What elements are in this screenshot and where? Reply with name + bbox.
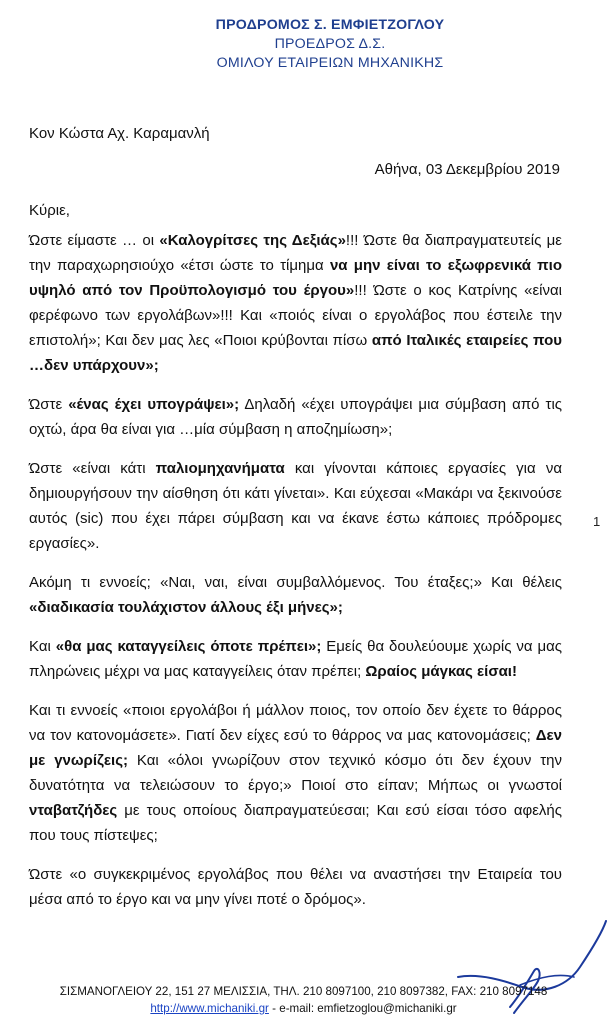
- body-paragraph: [29, 392, 562, 442]
- text-run: !!! Ώστε ο κος Κατρίνης «είναι φερέφωνο των εργολάβων»!!! Και «ποιός είναι ο εργολάβος που έστειλε την επιστολή»; Και δεν μας λες «Ποιοι κρύβονται πίσω: [29, 282, 563, 349]
- text-run: Ώστε «είναι κάτι: [29, 460, 156, 477]
- text-run: και γίνονται κάποιες εργασίες για να δημιουργήσουν την αίσθηση ότι κάτι γίνεται». Και εύχεσαι «Μακάρι να ξεκινούσε αυτός (sic) που έχει πάρει σύμβαση και να έκανε έστω κάποιες πρόδρομες εργασίες».: [29, 460, 562, 552]
- bold-text: «Καλογρίτσες της Δεξιάς»: [159, 232, 346, 249]
- letterhead-name: ΠΡΟΔΡΟΜΟΣ Σ. ΕΜΦΙΕΤΖΟΓΛΟΥ: [215, 17, 445, 33]
- text-run: Και: [29, 638, 56, 655]
- body-paragraph: [29, 456, 562, 556]
- bold-text: Ωραίος μάγκας είσαι!: [365, 663, 517, 680]
- text-run: Εμείς θα δουλεύουμε χωρίς να μας πληρώνεις μέχρι να μας καταγγείλεις όταν πρέπει;: [29, 638, 562, 680]
- letter-body: [29, 228, 562, 926]
- bold-text: «θα μας καταγγείλεις όποτε πρέπει»;: [55, 638, 322, 655]
- email-label: e-mail:: [279, 1002, 315, 1015]
- letterhead-company: ΟΜΙΛΟΥ ΕΤΑΙΡΕΙΩΝ ΜΗΧΑΝΙΚΗΣ: [216, 55, 444, 71]
- letterhead-title: ΠΡΟΕΔΡΟΣ Δ.Σ.: [274, 36, 386, 52]
- text-run: !!! Ώστε θα διαπραγματευτείς με την παραχωρησιούχο «έτσι ώστε το τίμημα: [29, 232, 562, 274]
- bold-text: «ένας έχει υπογράψει»;: [68, 396, 240, 413]
- bold-text: να μην είναι το εξωφρενικά πιο υψηλό από τον Προϋπολογισμό του έργου»: [29, 257, 562, 299]
- text-run: Και τι εννοείς «ποιοι εργολάβοι ή μάλλον ποιος, τον οποίο δεν έχετε το θάρρος να τον κατονομάσετε». Γιατί δεν είχες εσύ το θάρρος να μας κατονομάσεις;: [29, 702, 562, 744]
- letter-footer: [0, 983, 607, 1017]
- letterhead: [120, 16, 540, 73]
- body-paragraph: [29, 634, 562, 684]
- body-paragraph: [29, 228, 562, 378]
- body-paragraph: [29, 862, 562, 912]
- footer-contact: http://www.michaniki.gr - e-mail: emfietzoglou@michaniki.gr: [150, 1002, 457, 1015]
- letter-date: Αθήνα, 03 Δεκεμβρίου 2019: [374, 161, 560, 178]
- text-run: Ακόμη τι εννοείς; «Ναι, ναι, είναι συμβαλλόμενος. Του έταξες;» Και θέλεις: [29, 574, 562, 591]
- bold-text: από Ιταλικές εταιρείες που …δεν υπάρχουν»;: [29, 332, 562, 374]
- bold-text: Δεν με γνωρίζεις;: [29, 727, 562, 769]
- website-link[interactable]: http://www.michaniki.gr: [150, 1002, 269, 1015]
- text-run: Ώστε είμαστε … οι: [29, 232, 160, 249]
- bold-text: παλιομηχανήματα: [155, 460, 285, 477]
- text-run: Ώστε: [29, 396, 69, 413]
- text-run: με τους οποίους διαπραγματεύεσαι; Και εσύ είσαι τόσο αφελής που τους πίστεψες;: [29, 802, 562, 844]
- text-run: Δηλαδή «έχει υπογράψει μια σύμβαση από τις οχτώ, άρα θα είναι για …μία σύμβαση η αποζημίωση»;: [29, 396, 563, 438]
- bold-text: νταβατζήδες: [29, 802, 118, 819]
- footer-address: ΣΙΣΜΑΝΟΓΛΕΙΟΥ 22, 151 27 ΜΕΛΙΣΣΙΑ, ΤΗΛ. 210 8097100, 210 8097382, FAX: 210 8097148: [59, 985, 548, 998]
- recipient-line: Κον Κώστα Αχ. Καραμανλή: [29, 125, 210, 142]
- text-run: Ώστε «ο συγκεκριμένος εργολάβος που θέλει να αναστήσει την Εταιρεία του μέσα από το έργο και να μην γίνει ποτέ ο δρόμος».: [29, 866, 562, 908]
- bold-text: «διαδικασία τουλάχιστον άλλους έξι μήνες»;: [29, 599, 343, 616]
- page-number: 1: [593, 514, 601, 529]
- text-run: Και «όλοι γνωρίζουν στον τεχνικό κόσμο ότι δεν έχουν την δυνατότητα να τελειώσουν το έργο;» Ποιοί στο είπαν; Μήπως οι γνωστοί: [29, 752, 562, 794]
- body-paragraph: [29, 698, 562, 848]
- body-paragraph: [29, 570, 562, 620]
- email-address[interactable]: emfietzoglou@michaniki.gr: [317, 1002, 457, 1015]
- salutation: Κύριε,: [29, 202, 70, 219]
